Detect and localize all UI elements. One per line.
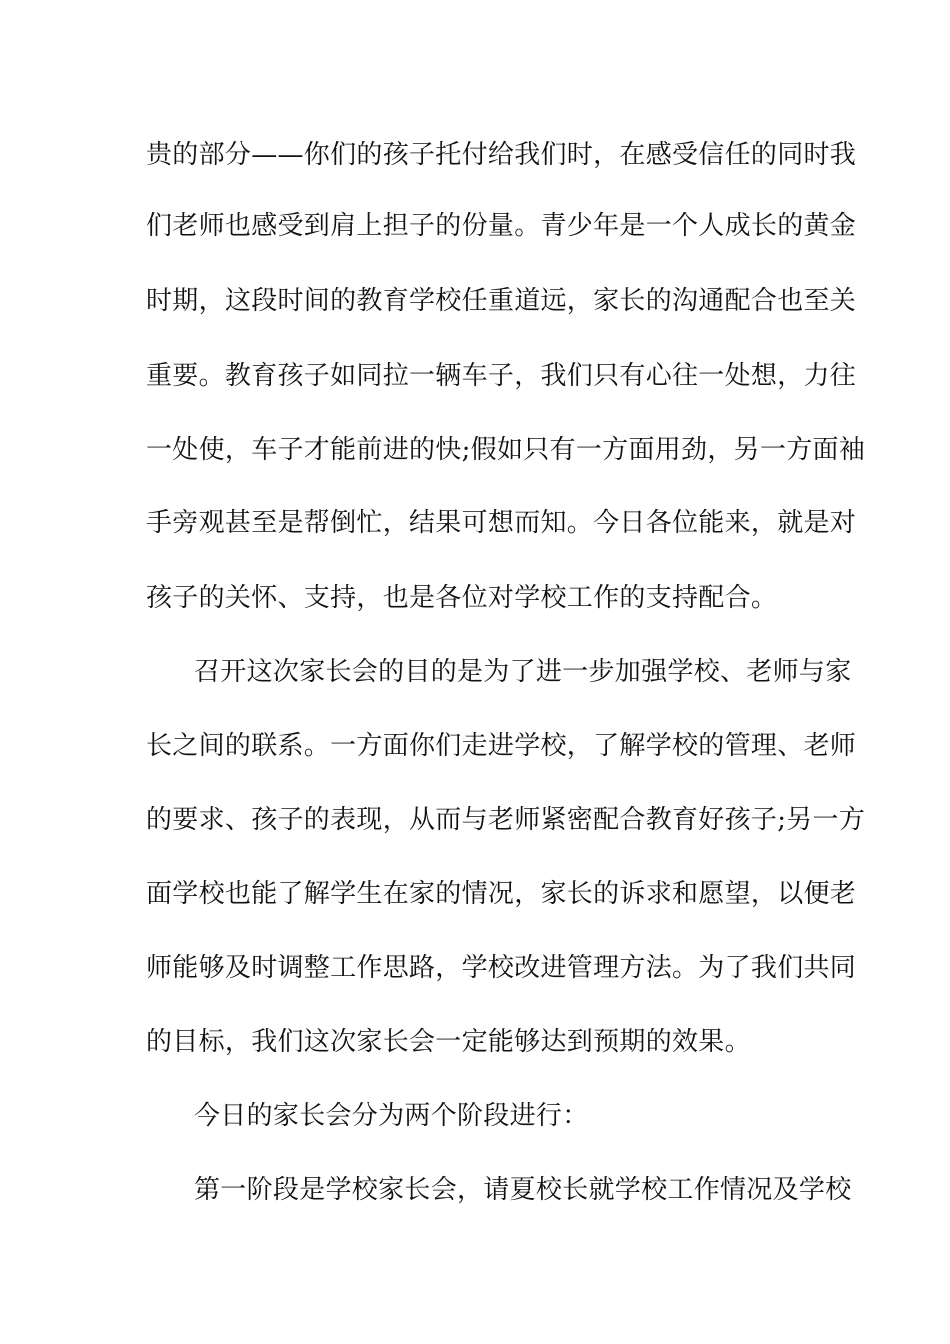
text-line-1: 贵的部分——你们的孩子托付给我们时，在感受信任的同时我: [146, 140, 857, 170]
text-line-14: 今日的家长会分为两个阶段进行：: [194, 1101, 589, 1131]
text-line-2: 们老师也感受到肩上担子的份量。青少年是一个人成长的黄金: [146, 211, 857, 241]
text-line-5: 一处使，车子才能前进的快;假如只有一方面用劲，另一方面袖: [146, 435, 866, 465]
text-line-6: 手旁观甚至是帮倒忙，结果可想而知。今日各位能来，就是对: [146, 508, 857, 538]
text-line-15: 第一阶段是学校家长会，请夏校长就学校工作情况及学校: [194, 1175, 852, 1205]
text-line-12: 师能够及时调整工作思路，学校改进管理方法。为了我们共同: [146, 953, 857, 983]
text-line-11: 面学校也能了解学生在家的情况，家长的诉求和愿望，以便老: [146, 879, 857, 909]
text-line-3: 时期，这段时间的教育学校任重道远，家长的沟通配合也至关: [146, 286, 857, 316]
text-line-7: 孩子的关怀、支持，也是各位对学校工作的支持配合。: [146, 583, 778, 613]
text-line-13: 的目标，我们这次家长会一定能够达到预期的效果。: [146, 1027, 751, 1057]
text-line-9: 长之间的联系。一方面你们走进学校，了解学校的管理、老师: [146, 731, 857, 761]
text-line-10: 的要求、孩子的表现，从而与老师紧密配合教育好孩子;另一方: [146, 805, 866, 835]
text-line-8: 召开这次家长会的目的是为了进一步加强学校、老师与家: [194, 657, 852, 687]
text-line-4: 重要。教育孩子如同拉一辆车子，我们只有心往一处想，力往: [146, 361, 857, 391]
